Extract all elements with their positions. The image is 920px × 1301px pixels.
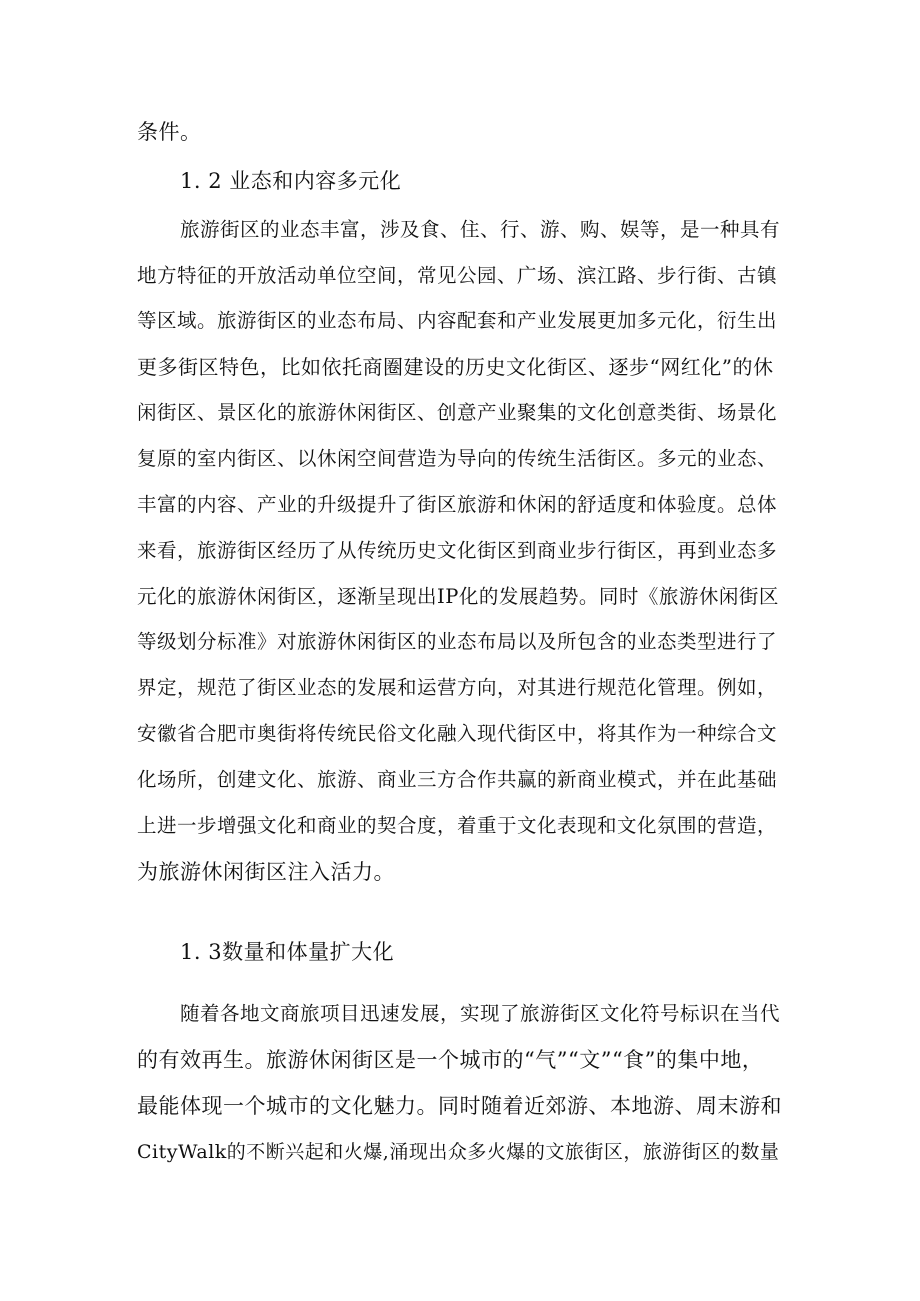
paragraph-line: 元化的旅游休闲街区，逐渐呈现出IP化的发展趋势。同时《旅游休闲街区 (137, 585, 779, 608)
paragraph-line: 界定，规范了街区业态的发展和运营方向，对其进行规范化管理。例如， (137, 676, 778, 699)
paragraph-line: 地方特征的开放活动单位空间，常见公园、广场、滨江路、步行街、古镇 (137, 264, 778, 287)
paragraph-line: 复原的室内街区、以休闲空间营造为导向的传统生活街区。多元的业态、 (137, 447, 778, 470)
paragraph-line: 随着各地文商旅项目迅速发展，实现了旅游街区文化符号标识在当代 (180, 1002, 781, 1025)
paragraph-line: 旅游街区的业态丰富，涉及食、住、行、游、购、娱等，是一种具有 (180, 218, 781, 241)
paragraph-line: 最能体现一个城市的文化魅力。同时随着近郊游、本地游、周末游和 (137, 1094, 782, 1118)
paragraph-line: CityWalk的不断兴起和火爆,涌现出众多火爆的文旅街区，旅游街区的数量 (137, 1141, 780, 1163)
paragraph-line: 为旅游休闲街区注入活力。 (137, 860, 395, 884)
section-heading-1-3: 1. 3数量和体量扩大化 (180, 940, 395, 964)
section-heading-1-2: 1. 2 业态和内容多元化 (180, 169, 402, 193)
paragraph-line: 闲街区、景区化的旅游休闲街区、创意产业聚集的文化创意类街、场景化 (137, 401, 778, 424)
paragraph-line: 上进一步增强文化和商业的契合度，着重于文化表现和文化氛围的营造， (137, 814, 778, 837)
paragraph-line: 安徽省合肥市奥街将传统民俗文化融入现代街区中，将其作为一种综合文 (137, 722, 778, 745)
paragraph-line: 化场所，创建文化、旅游、商业三方合作共赢的新商业模式，并在此基础 (137, 768, 778, 791)
paragraph-line: 等区域。旅游街区的业态布局、内容配套和产业发展更加多元化，衍生出 (137, 309, 778, 332)
continuation-line: 条件。 (137, 120, 202, 144)
paragraph-line: 等级划分标准》对旅游休闲街区的业态布局以及所包含的业态类型进行了 (137, 630, 778, 653)
paragraph-line: 来看，旅游街区经历了从传统历史文化街区到商业步行街区，再到业态多 (137, 539, 778, 562)
paragraph-line: 的有效再生。旅游休闲街区是一个城市的“气”“文”“食”的集中地， (137, 1048, 764, 1072)
paragraph-line: 更多街区特色，比如依托商圈建设的历史文化街区、逐步“网红化”的休 (137, 355, 774, 379)
paragraph-line: 丰富的内容、产业的升级提升了街区旅游和休闲的舒适度和体验度。总体 (137, 493, 778, 516)
